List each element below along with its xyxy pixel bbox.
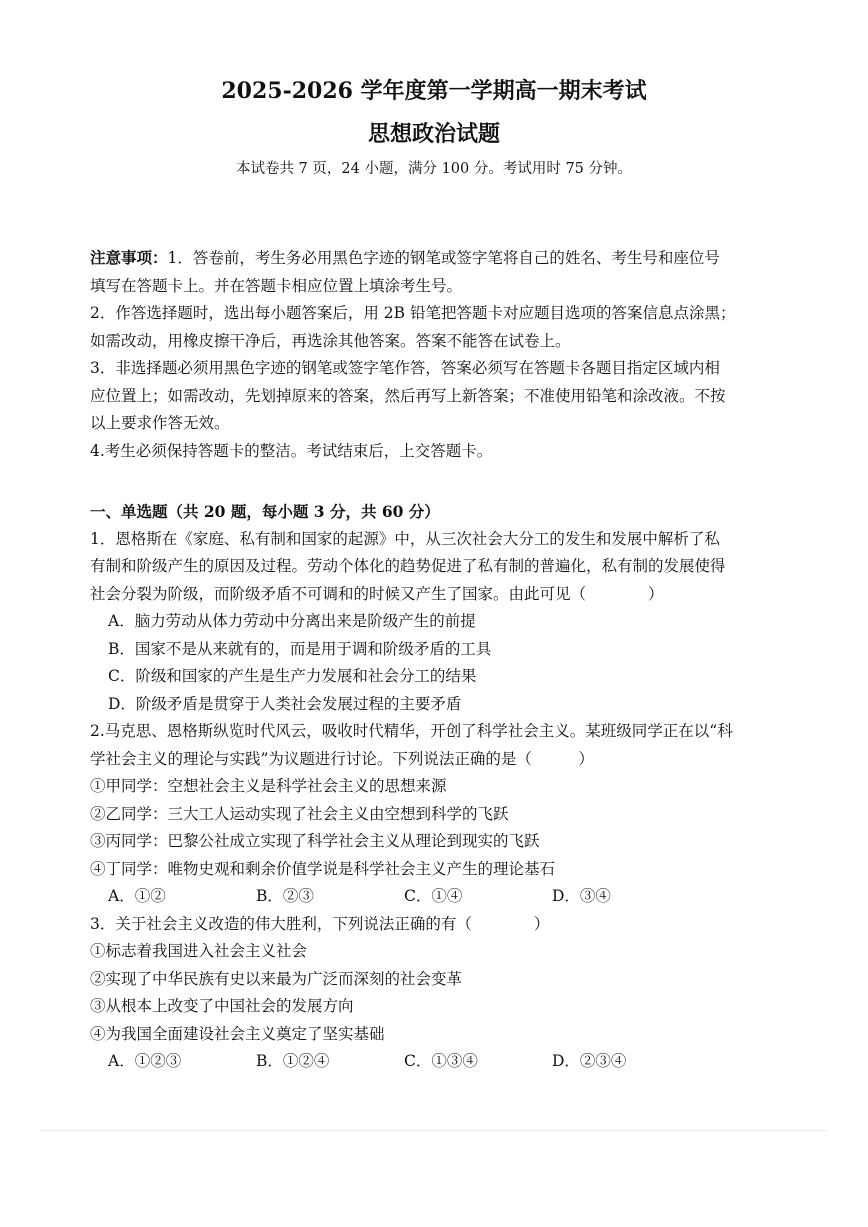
single-choice-section [90,498,790,1076]
choice-c: C．①④ [404,887,463,905]
question-3 [90,911,790,1076]
statement-4: ④为我国全面建设社会主义奠定了坚实基础 [90,1024,385,1043]
question-2 [90,718,790,911]
page-divider [40,1130,828,1131]
statement-1: ①甲同学：空想社会主义是科学社会主义的思想来源 [90,777,447,795]
statement-3: ③丙同学：巴黎公社成立实现了科学社会主义从理论到现实的飞跃 [90,832,540,850]
choice-d: D．②③④ [552,1052,627,1070]
question-stem-line: 1．恩格斯在《家庭、私有制和国家的起源》中，从三次社会大分工的发生和发展中解析了私 [90,529,720,548]
statement-4: ④丁同学：唯物史观和剩余价值学说是科学社会主义产生的理论基石 [90,859,556,878]
statement-2: ②乙同学：三大工人运动实现了社会主义由空想到科学的飞跃 [90,804,509,823]
statement-3: ③从根本上改变了中国社会的发展方向 [90,997,354,1015]
notes-line: 应位置上；如需改动，先划掉原来的答案，然后再写上新答案；不准使用铅笔和涂改液。不按 [90,386,726,405]
notes-line: 如需改动，用橡皮擦干净后，再选涂其他答案。答案不能答在试卷上。 [90,331,571,350]
question-stem-line: 2.马克思、恩格斯纵览时代风云，吸收时代精华，开创了科学社会主义。某班级同学正在以“科 [90,722,733,740]
notes-label: 注意事项： [90,248,168,267]
option-b: B．国家不是从来就有的，而是用于调和阶级矛盾的工具 [108,639,492,658]
question-1 [90,526,790,719]
statement-2: ②实现了中华民族有史以来最为广泛而深刻的社会变革 [90,969,463,988]
notes-line: 3．非选择题必须用黑色字迹的钢笔或签字笔作答，答案必须写在答题卡各题目指定区域内相 [90,359,720,377]
notes-section [90,244,790,465]
option-a: A．脑力劳动从体力劳动中分离出来是阶级产生的前提 [108,612,476,630]
notes-line: 以上要求作答无效。 [90,414,230,432]
section-heading: 一、单选题（共 20 题，每小题 3 分，共 60 分） [90,502,440,521]
subject-title: 思想政治试题 [367,121,500,147]
choice-row [90,1048,790,1076]
notes-line: 2．作答选择题时，选出每小题答案后，用 2B 铅笔把答题卡对应题目选项的答案信息点涂黑； [90,304,736,322]
exam-title: 2025-2026 学年度第一学期高一期末考试 [221,78,647,104]
choice-b: B．①②④ [256,1052,330,1070]
question-stem-line: 3．关于社会主义改造的伟大胜利，下列说法正确的有（ ） [90,914,550,933]
notes-line: 填写在答题卡上。并在答题卡相应位置上填涂考生号。 [90,276,463,295]
option-c: C．阶级和国家的产生是生产力发展和社会分工的结果 [108,667,477,685]
choice-b: B．②③ [256,887,314,905]
choice-a: A．①② [108,887,166,905]
question-stem-line: 学社会主义的理论与实践”为议题进行讨论。下列说法正确的是（ ） [90,749,594,768]
choice-d: D．③④ [552,887,611,905]
notes-line: 4.考生必须保持答题卡的整洁。考试结束后，上交答题卡。 [90,441,493,460]
option-d: D．阶级矛盾是贯穿于人类社会发展过程的主要矛盾 [108,694,462,713]
question-stem-line: 有制和阶级产生的原因及过程。劳动个体化的趋势促进了私有制的普遍化，私有制的发展使得 [90,557,726,575]
notes-line: 注意事项：1．答卷前，考生务必用黑色字迹的钢笔或签字笔将自己的姓名、考生号和座位号 [90,248,720,267]
choice-row [90,883,790,911]
question-stem-line: 社会分裂为阶级，而阶级矛盾不可调和的时候又产生了国家。由此可见（ ） [90,584,664,603]
choice-c: C．①③④ [404,1052,478,1070]
choice-a: A．①②③ [108,1052,182,1070]
statement-1: ①标志着我国进入社会主义社会 [90,942,308,960]
exam-info: 本试卷共 7 页，24 小题，满分 100 分。考试用时 75 分钟。 [235,161,633,177]
